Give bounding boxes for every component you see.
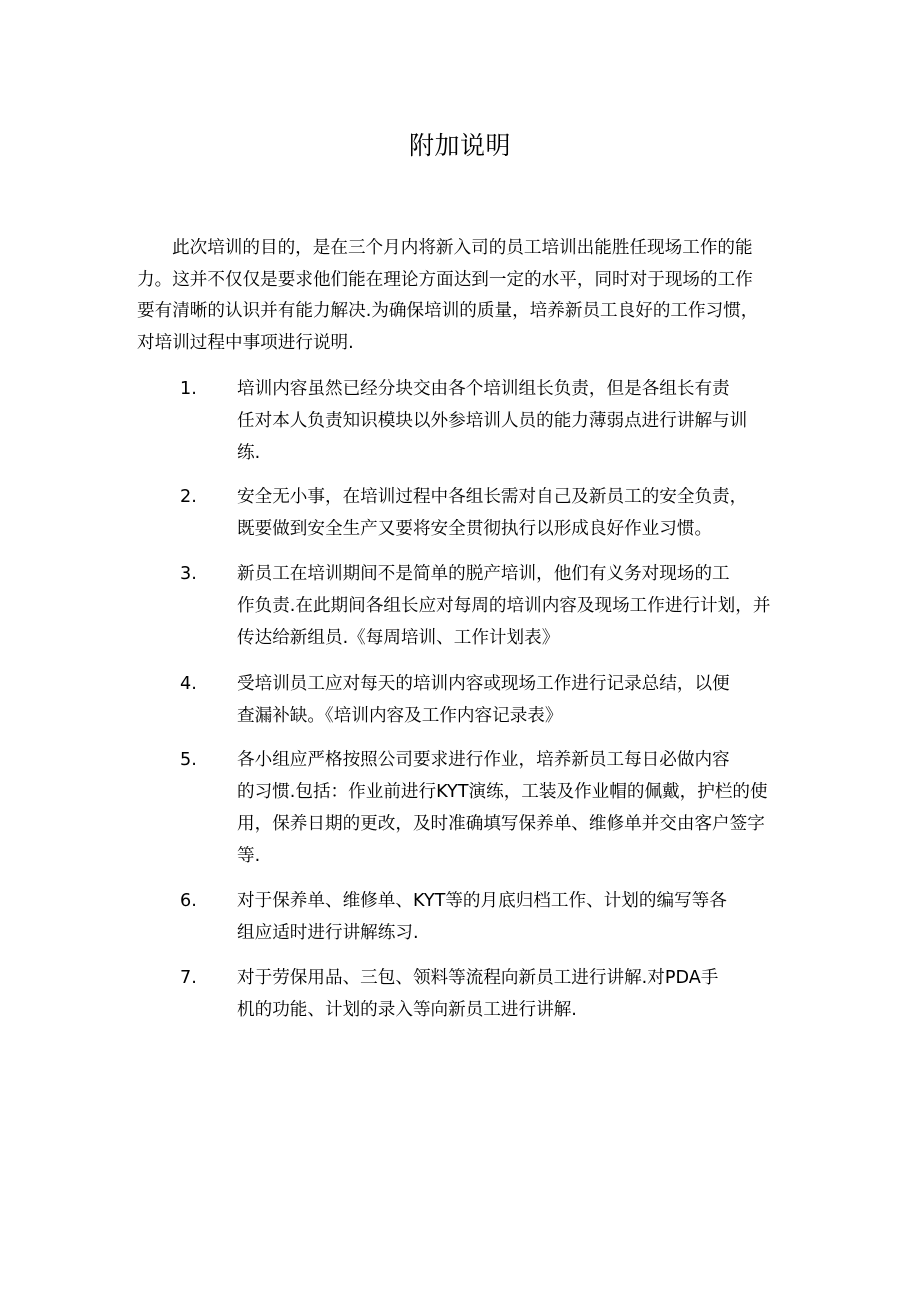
- list-item-line: 机的功能、计划的录入等向新员工进行讲解.: [237, 1000, 577, 1020]
- list-item-line: 受培训员工应对每天的培训内容或现场工作进行记录总结，以便: [237, 674, 730, 694]
- list-item-line: 培训内容虽然已经分块交由各个培训组长负责，但是各组长有责: [237, 379, 730, 399]
- list-item-number: 4.: [180, 674, 197, 694]
- list-item-line: 传达给新组员.《每周培训、工作计划表》: [237, 628, 560, 648]
- list-item-line: 对于劳保用品、三包、领料等流程向新员工进行讲解.对PDA手: [237, 968, 719, 988]
- list-item-text: [237, 481, 797, 545]
- list-item-line: 任对本人负责知识模块以外参培训人员的能力薄弱点进行讲解与训: [237, 411, 748, 431]
- list-item-line: 既要做到安全生产又要将安全贯彻执行以形成良好作业习惯。: [237, 519, 713, 539]
- list-item-line: 组应适时进行讲解练习.: [237, 923, 419, 943]
- list-item-line: 用，保养日期的更改，及时准确填写保养单、维修单并交由客户签字: [237, 814, 765, 834]
- list-item-line: 对于保养单、维修单、KYT等的月底归档工作、计划的编写等各: [237, 891, 727, 911]
- document-title: 附加说明: [408, 131, 511, 160]
- list-item-number: 6.: [180, 891, 197, 911]
- intro-line: 对培训过程中事项进行说明.: [137, 333, 354, 354]
- list-item-line: 新员工在培训期间不是简单的脱产培训，他们有义务对现场的工: [237, 564, 730, 584]
- list-item-text: [237, 668, 797, 732]
- list-item-line: 查漏补缺。《培训内容及工作内容记录表》: [237, 706, 563, 726]
- list-item-text: [237, 962, 797, 1026]
- intro-line: 此次培训的目的，是在三个月内将新入司的员工培训出能胜任现场工作的能: [172, 238, 753, 258]
- intro-line: 要有清晰的认识并有能力解决.为确保培训的质量，培养新员工良好的工作习惯，: [137, 301, 759, 322]
- list-item-number: 1.: [180, 379, 197, 399]
- intro-line: 力。这并不仅仅是要求他们能在理论方面达到一定的水平，同时对于现场的工作: [137, 269, 753, 290]
- list-item-number: 2.: [180, 487, 197, 507]
- list-item-text: [237, 558, 797, 654]
- list-item-line: 作负责.在此期间各组长应对每周的培训内容及现场工作进行计划，并: [237, 596, 771, 616]
- list-item-text: [237, 885, 797, 949]
- list-item-line: 安全无小事，在培训过程中各组长需对自己及新员工的安全负责，: [237, 487, 748, 507]
- list-item-text: [237, 744, 797, 872]
- list-item-number: 5.: [180, 750, 197, 770]
- list-item-text: [237, 373, 797, 469]
- list-item-line: 各小组应严格按照公司要求进行作业，培养新员工每日必做内容: [237, 750, 730, 770]
- intro-paragraph: [137, 233, 797, 360]
- list-item-line: 练.: [237, 443, 261, 463]
- list-item-number: 7.: [180, 968, 197, 988]
- list-item-line: 的习惯.包括：作业前进行KYT演练，工装及作业帽的佩戴，护栏的使: [237, 782, 768, 802]
- list-item-number: 3.: [180, 564, 197, 584]
- list-item-line: 等.: [237, 846, 261, 866]
